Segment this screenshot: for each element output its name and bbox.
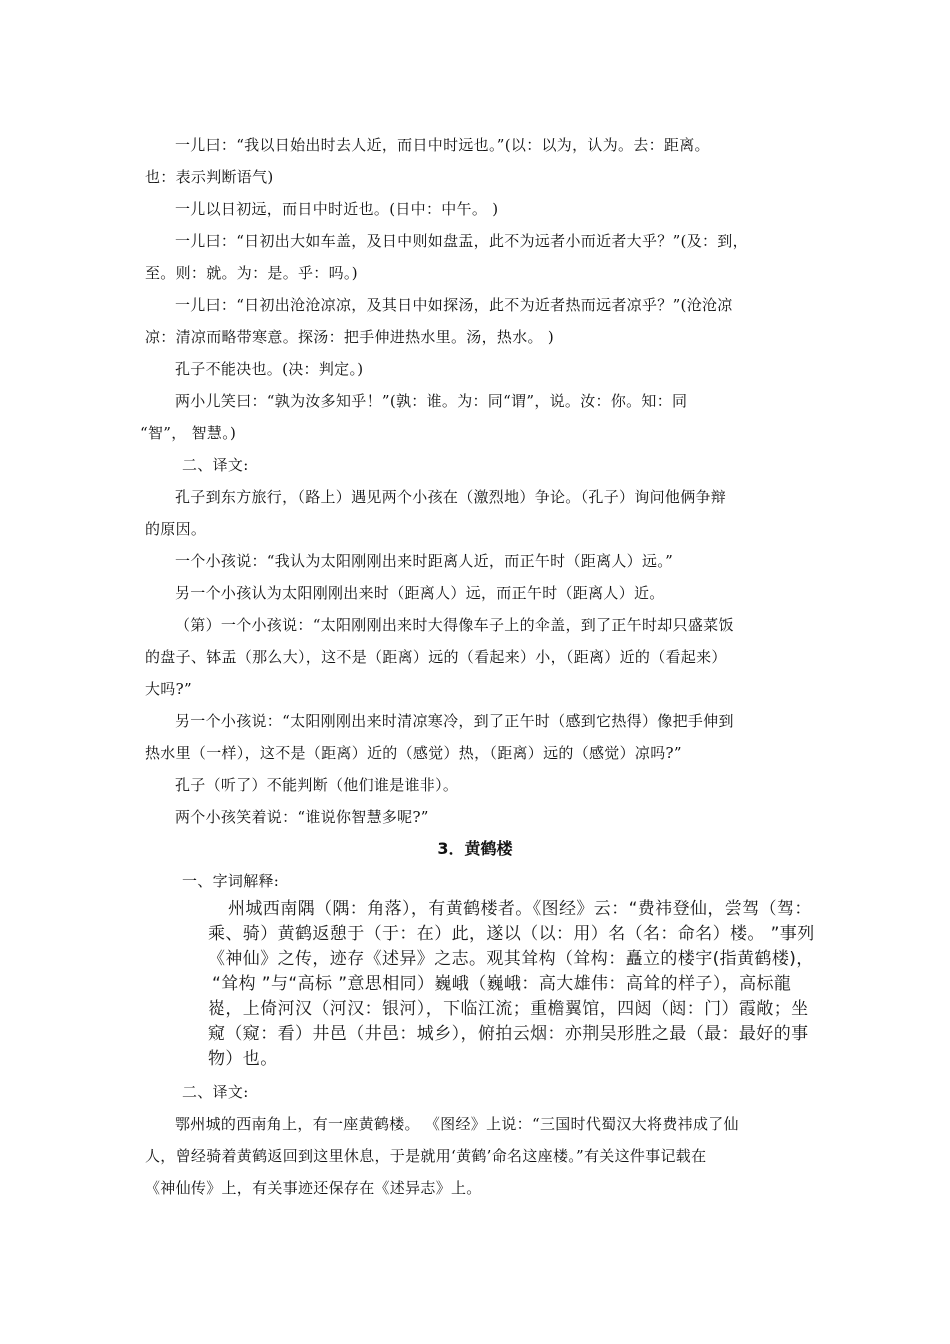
translation-line-8: 另一个小孩说：“太阳刚刚出来时清凉寒冷，到了正午时（感到它热得）像把手伸到 (175, 712, 734, 730)
note-line-10: “智”， 智慧。) (140, 424, 237, 442)
note-line-7: 凉：清凉而略带寒意。探汤：把手伸进热水里。汤，热水。 ) (145, 328, 555, 346)
note-line-9: 两小儿笑曰：“孰为汝多知乎！”(孰：谁。为：同“谓”，说。汝：你。知：同 (175, 392, 688, 410)
section-title: 3．黄鹤楼 (437, 839, 513, 858)
glossary-line-6: 窥（窥：看）井邑（井邑：城乡），俯拍云烟：亦荆吴形胜之最（最：最好的事 (208, 1024, 809, 1044)
translation-line-7: 大吗?” (145, 680, 192, 698)
glossary-line-2: 乘、骑）黄鹤返憩于（于：在）此，遂以（以：用）名（名：命名）楼。 ”事列 (208, 924, 815, 944)
translation2-line-3: 《神仙传》上，有关事迹还保存在《述异志》上。 (145, 1179, 482, 1197)
translation-line-3: 一个小孩说：“我认为太阳刚刚出来时距离人近，而正午时（距离人）远。” (175, 552, 674, 570)
note-line-6: 一儿曰：“日初出沧沧凉凉，及其日中如探汤，此不为近者热而远者凉乎？”(沧沧凉 (175, 296, 733, 314)
translation2-line-2: 人，曾经骑着黄鹤返回到这里休息，于是就用‘黄鹤’命名这座楼。”有关这件事记载在 (145, 1147, 707, 1165)
translation-line-10: 孔子（听了）不能判断（他们谁是谁非）。 (175, 776, 459, 794)
translation-heading: 二、译文: (182, 456, 249, 474)
translation-line-5: （第）一个小孩说：“太阳刚刚出来时大得像车子上的伞盖，到了正午时却只盛菜饭 (175, 616, 734, 634)
glossary-heading: 一、字词解释: (182, 872, 280, 890)
translation-line-11: 两个小孩笑着说：“谁说你智慧多呢?” (175, 808, 429, 826)
note-line-4: 一儿曰：“日初出大如车盖，及日中则如盘盂，此不为远者小而近者大乎？”(及：到， (175, 232, 748, 250)
note-line-2: 也：表示判断语气) (145, 168, 274, 186)
note-line-1: 一儿曰：“我以日始出时去人近，而日中时远也。”(以：以为，认为。去：距离。 (175, 136, 710, 154)
translation-line-1: 孔子到东方旅行，（路上）遇见两个小孩在（激烈地）争论。（孔子）询问他俩争辩 (175, 488, 727, 506)
note-line-3: 一儿以日初远，而日中时近也。(日中：中午。 ) (175, 200, 499, 218)
translation-line-4: 另一个小孩认为太阳刚刚出来时（距离人）远，而正午时（距离人）近。 (175, 584, 665, 602)
translation-line-2: 的原因。 (145, 520, 207, 538)
translation-line-6: 的盘子、钵盂（那么大），这不是（距离）远的（看起来）小，（距离）近的（看起来） (145, 648, 727, 666)
glossary-line-4: “耸构 ”与“高标 ”意思相同）巍峨（巍峨：高大雄伟：高耸的样子），高标龍 (212, 974, 792, 994)
note-line-8: 孔子不能决也。(决：判定。) (175, 360, 364, 378)
glossary-line-1: 州城西南隅（隅：角落），有黄鹤楼者。《图经》云：“费祎登仙，尝驾（驾： (228, 899, 812, 919)
translation2-heading: 二、译文: (182, 1083, 249, 1101)
glossary-line-7: 物）也。 (208, 1049, 278, 1069)
note-line-5: 至。则：就。为：是。乎：吗。) (145, 264, 358, 282)
translation2-line-1: 鄂州城的西南角上，有一座黄鹤楼。 《图经》上说：“三国时代蜀汉大将费祎成了仙 (175, 1115, 739, 1133)
glossary-line-5: 嵸，上倚河汉（河汉：银河），下临江流；重檐翼馆，四闼（闼：门）霞敞；坐 (208, 999, 809, 1019)
glossary-line-3: 《神仙》之传，迹存《述异》之志。观其耸构（耸构：矗立的楼宇(指黄鹤楼)， (208, 949, 814, 969)
translation-line-9: 热水里（一样），这不是（距离）近的（感觉）热，（距离）远的（感觉）凉吗?” (145, 744, 682, 762)
